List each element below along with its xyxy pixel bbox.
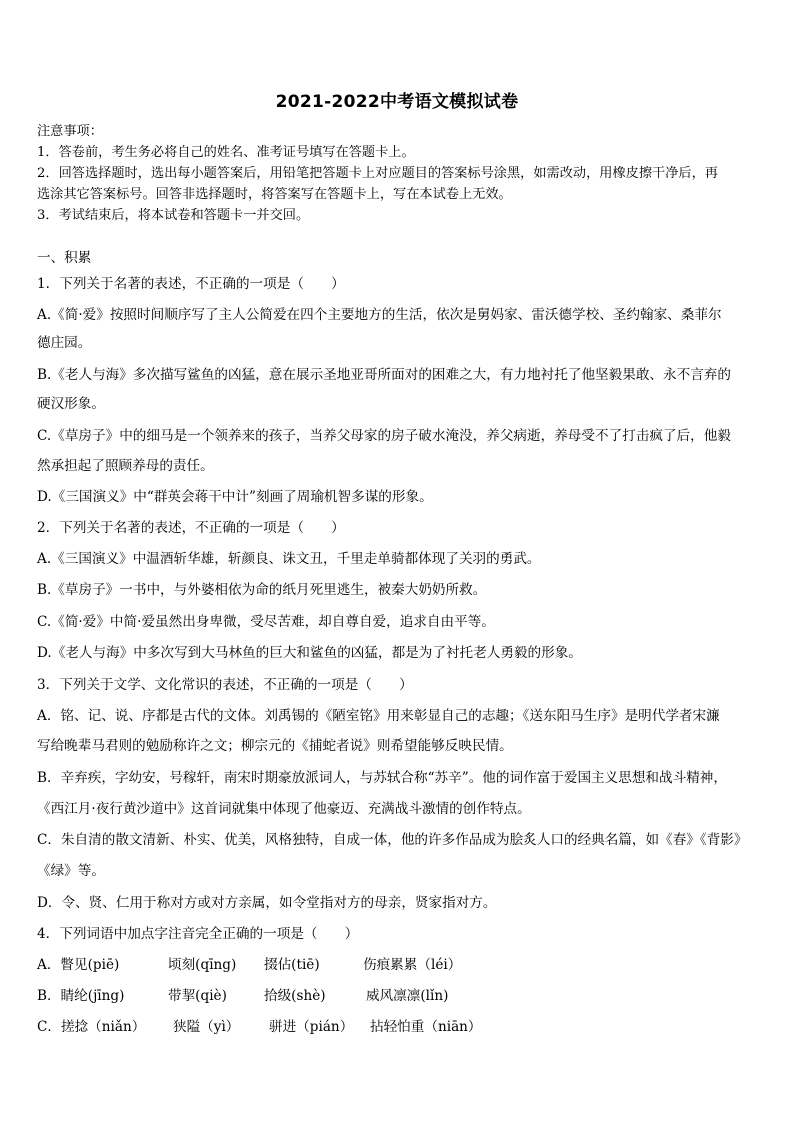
option-term: 带挈(qiè) <box>168 988 227 1004</box>
option-term: B．睛纶(jīng) <box>37 988 125 1004</box>
option-term: 掇佔(tiē) <box>264 957 320 973</box>
question-line: D．令、贤、仁用于称对方或对方亲属，如令堂指对方的母亲，贤家指对方。 <box>37 895 497 911</box>
page-title: 2021-2022中考语文模拟试卷 <box>275 92 519 112</box>
notes-item: 选涂其它答案标号。回答非选择题时，将答案写在答题卡上，写在本试卷上无效。 <box>37 187 512 202</box>
option-term: 威风凛凛(lǐn) <box>366 988 449 1004</box>
question-line: 德庄园。 <box>37 335 92 351</box>
section-heading: 一、积累 <box>37 250 92 266</box>
question-line: A.《简·爱》按照时间顺序写了主人公简爱在四个主要地方的生活，依次是舅妈家、雷沃德学校、圣约翰家、桑菲尔 <box>37 307 722 323</box>
question-line: 《绿》等。 <box>37 863 105 879</box>
question-line: 硬汉形象。 <box>37 396 105 412</box>
question-line: A．铭、记、说、序都是古代的文体。刘禹锡的《陋室铭》用来彰显自己的志趣；《送东阳马生序》是明代学者宋濂 <box>37 708 720 724</box>
question-stem: 3．下列关于文学、文化常识的表述，不正确的一项是（ ） <box>37 677 413 693</box>
question-line: D.《三国演义》中“群英会蒋干中计”刻画了周瑜机智多谋的形象。 <box>37 489 433 505</box>
question-line: C．朱自清的散文清新、朴实、优美，风格独特，自成一体，他的许多作品成为脍炙人口的经典名篇，如《春》《背影》 <box>37 832 748 848</box>
question-line: 《西江月·夜行黄沙道中》这首词就集中体现了他豪迈、充满战斗激情的创作特点。 <box>37 801 531 817</box>
notes-item: 1．答卷前，考生务必将自己的姓名、准考证号填写在答题卡上。 <box>37 145 415 160</box>
option-term: 狭隘（yì） <box>173 1019 240 1035</box>
option-term: 伤痕累累（léi） <box>363 957 462 973</box>
question-line: B.《草房子》一书中，与外婆相依为命的纸月死里逃生，被秦大奶奶所救。 <box>37 582 487 598</box>
option-term: 拈轻怕重（niān） <box>370 1019 482 1035</box>
notes-item: 3．考试结束后，将本试卷和答题卡一并交回。 <box>37 208 310 223</box>
question-line: 然承担起了照顾养母的责任。 <box>37 458 214 474</box>
question-line: B．辛弃疾，字幼安，号稼轩，南宋时期豪放派词人，与苏轼合称“苏辛”。他的词作富于爱国主义思想和战斗精神， <box>37 770 727 786</box>
question-line: C.《简·爱》中简·爱虽然出身卑微，受尽苦难，却自尊自爱，追求自由平等。 <box>37 614 495 630</box>
question-line: B.《老人与海》多次描写鲨鱼的凶猛，意在展示圣地亚哥所面对的困难之大，有力地衬托了他坚毅果敢、永不言弃的 <box>37 367 731 383</box>
notes-item: 2．回答选择题时，选出每小题答案后，用铅笔把答题卡上对应题目的答案标号涂黑，如需改动，用橡皮擦干净后，再 <box>37 166 718 181</box>
option-term: 骈进（pián） <box>269 1019 354 1035</box>
option-term: A．瞥见(piē) <box>37 957 120 973</box>
option-term: 顷刻(qīng) <box>168 957 237 973</box>
option-term: C．搓捻（niǎn） <box>37 1019 146 1035</box>
question-stem: 2．下列关于名著的表述，不正确的一项是（ ） <box>37 520 345 536</box>
option-term: 拾级(shè) <box>264 988 326 1004</box>
notes-heading: 注意事项： <box>37 124 103 139</box>
question-line: 写给晚辈马君则的勉励称许之文；柳宗元的《捕蛇者说》则希望能够反映民情。 <box>37 738 513 754</box>
question-stem: 1．下列关于名著的表述，不正确的一项是（ ） <box>37 276 345 292</box>
question-stem: 4．下列词语中加点字注音完全正确的一项是（ ） <box>37 926 359 942</box>
question-line: C.《草房子》中的细马是一个领养来的孩子，当养父母家的房子破水淹没，养父病逝，养母受不了打击疯了后，他毅 <box>37 428 731 444</box>
question-line: D.《老人与海》中多次写到大马林鱼的巨大和鲨鱼的凶猛，都是为了衬托老人勇毅的形象。 <box>37 645 582 661</box>
question-line: A.《三国演义》中温酒斩华雄，斩颜良、诛文丑，千里走单骑都体现了关羽的勇武。 <box>37 551 541 567</box>
